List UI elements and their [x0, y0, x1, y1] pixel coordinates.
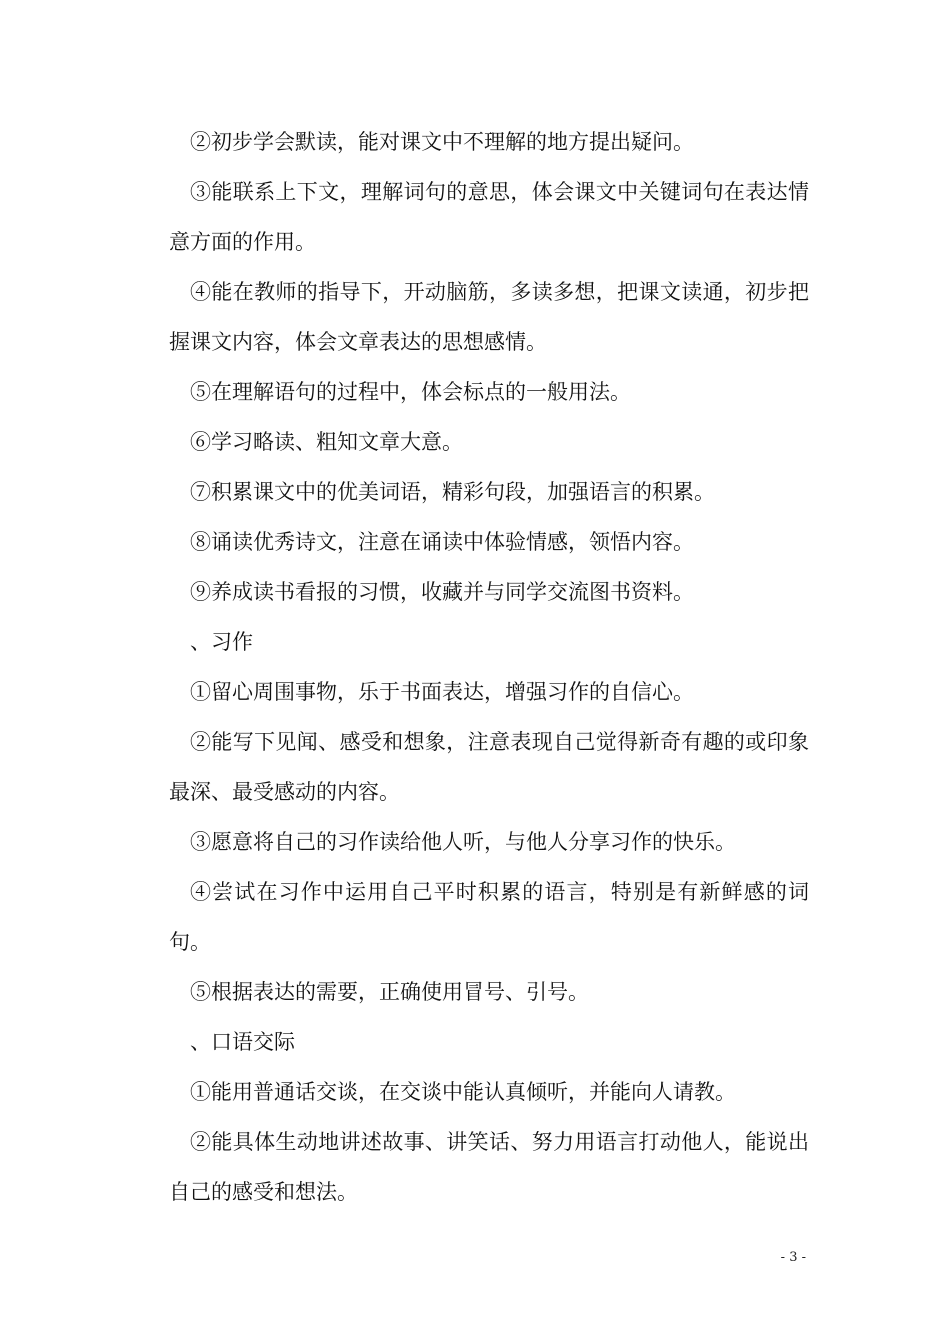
- paragraph-reading-habits: ⑨养成读书看报的习惯，收藏并与同学交流图书资料。: [190, 580, 694, 604]
- paragraph-skim-reading: ⑥学习略读、粗知文章大意。: [190, 430, 463, 454]
- paragraph-colon-quotes: ⑤根据表达的需要，正确使用冒号、引号。: [190, 980, 589, 1004]
- paragraph-teacher-guidance: ④能在教师的指导下，开动脑筋，多读多想，把课文读通，初步把握课文内容，体会文章表达的思想感情。: [169, 280, 809, 354]
- paragraph-storytelling: ②能具体生动地讲述故事、讲笑话、努力用语言打动他人，能说出自己的感受和想法。: [169, 1130, 809, 1204]
- paragraph-silent-reading: ②初步学会默读，能对课文中不理解的地方提出疑问。: [190, 130, 694, 154]
- section-heading-oral-communication: 、口语交际: [190, 1030, 295, 1054]
- paragraph-using-vocabulary: ④尝试在习作中运用自己平时积累的语言，特别是有新鲜感的词句。: [169, 880, 809, 954]
- paragraph-context-understanding: ③能联系上下文，理解词句的意思，体会课文中关键词句在表达情意方面的作用。: [169, 180, 809, 254]
- paragraph-punctuation-usage: ⑤在理解语句的过程中，体会标点的一般用法。: [190, 380, 631, 404]
- paragraph-vocabulary-accumulation: ⑦积累课文中的优美词语，精彩句段，加强语言的积累。: [190, 480, 715, 504]
- paragraph-poetry-recitation: ⑧诵读优秀诗文，注意在诵读中体验情感，领悟内容。: [190, 530, 694, 554]
- section-heading-writing: 、习作: [190, 630, 253, 654]
- paragraph-mandarin-conversation: ①能用普通话交谈，在交谈中能认真倾听，并能向人请教。: [190, 1080, 736, 1104]
- document-body: [169, 117, 809, 1217]
- paragraph-writing-confidence: ①留心周围事物，乐于书面表达，增强习作的自信心。: [190, 680, 694, 704]
- paragraph-writing-observations: ②能写下见闻、感受和想象，注意表现自己觉得新奇有趣的或印象最深、最受感动的内容。: [169, 730, 809, 804]
- page-number: - 3 -: [780, 1250, 806, 1265]
- paragraph-sharing-writing: ③愿意将自己的习作读给他人听，与他人分享习作的快乐。: [190, 830, 736, 854]
